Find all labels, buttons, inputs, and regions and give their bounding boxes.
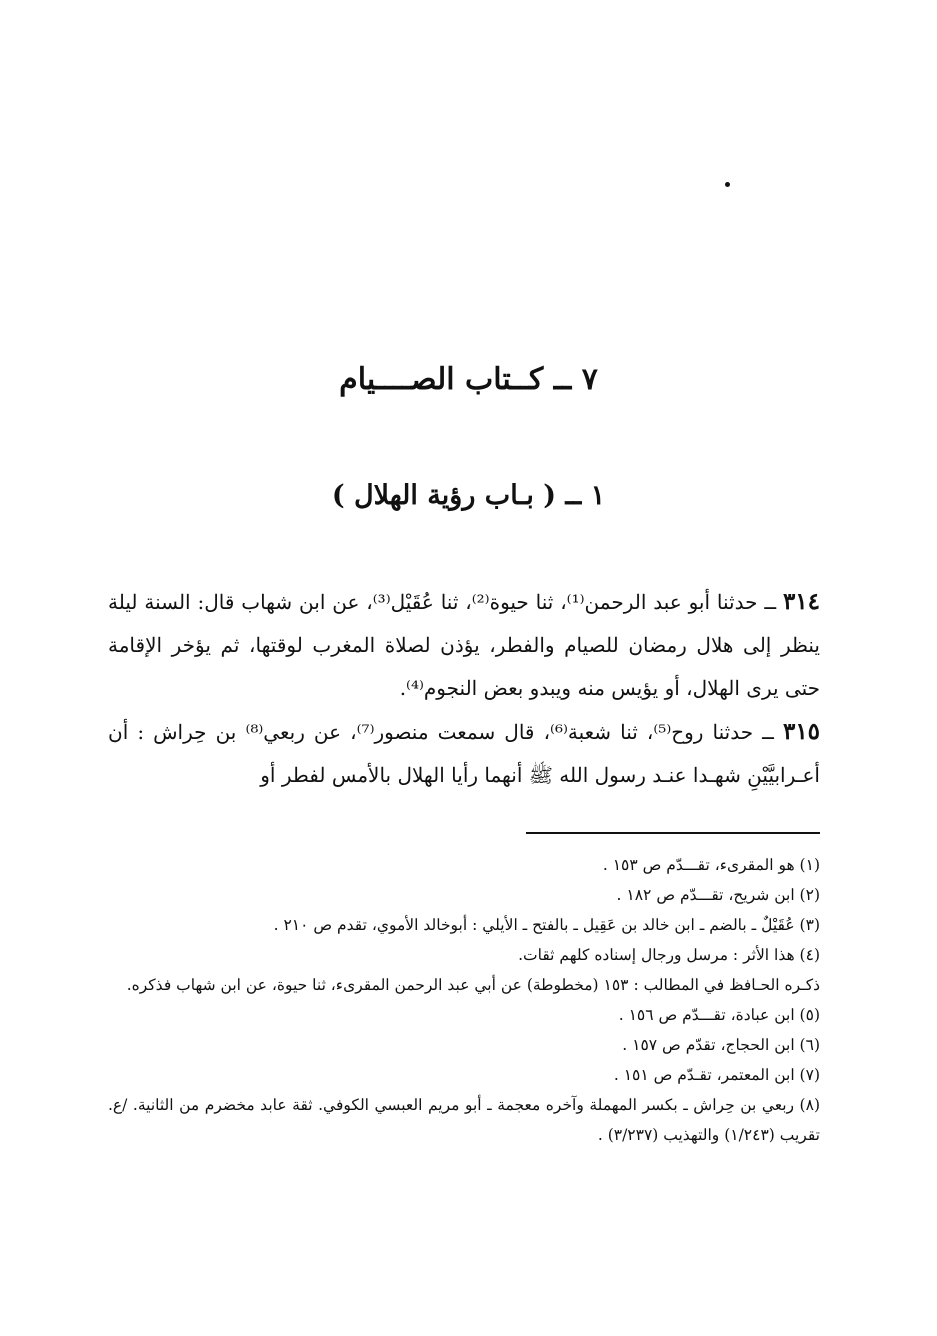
footnote-separator: [526, 832, 820, 834]
hadith-dash: ــ: [753, 720, 783, 744]
footnote-2: (٢) ابن شريح، تقـــدّم ص ١٨٢ .: [616, 886, 820, 904]
footnotes: [108, 850, 820, 1150]
footnote-4: (٤) هذا الأثر : مرسل ورجال إسناده كلهم ثقات.: [518, 946, 820, 964]
ink-dot: [725, 182, 730, 187]
hadith-text: حدثنا روح⁽⁵⁾، ثنا شعبة⁽⁶⁾، قال سمعت منصور⁽⁷⁾، عن ربعي⁽⁸⁾ بن حِراش : أن أعـرابيَّيْنِ شهـدا عنـد رسول الله ﷺ أنهما رأيا الهلال بالأمس لفطر أو: [108, 720, 820, 787]
footnote-5: (٥) ابن عبادة، تقـــدّم ص ١٥٦ .: [618, 1006, 820, 1024]
hadith-number: ٣١٥: [782, 718, 821, 745]
footnote-8: (٨) ربعي بن حِراش ـ بكسر المهملة وآخره معجمة ـ أبو مريم العبسي الكوفي. ثقة عابد مخضرم من الثانية. /ع. تقريب (١/٢٤٣) والتهذيب (٣/٢٣٧) .: [108, 1096, 820, 1144]
footnote-4-continuation: ذكـره الحـافظ في المطالب : ١٥٣ (مخطوطة) عن أبي عبد الرحمن المقرىء، ثنا حيوة، عن ابن شهاب فذكره.: [126, 976, 820, 994]
footnote-6: (٦) ابن الحجاج، تقدّم ص ١٥٧ .: [622, 1036, 820, 1054]
hadith-dash: ــ: [757, 590, 783, 614]
hadith-paragraph: [108, 710, 820, 797]
hadith-number: ٣١٤: [782, 588, 821, 615]
main-text: [108, 580, 820, 797]
hadith-paragraph: [108, 580, 820, 710]
footnote-1: (١) هو المقرىء، تقـــدّم ص ١٥٣ .: [602, 856, 820, 874]
book-title: ٧ ــ كــتاب الصــــيام: [339, 362, 598, 397]
hadith-text: حدثنا أبو عبد الرحمن⁽¹⁾، ثنا حيوة⁽²⁾، ثنا عُقَيْل⁽³⁾، عن ابن شهاب قال: السنة ليلة ينظر إلى هلال رمضان للصيام والفطر، يؤذن لصلاة المغرب لوقتها، ثم يؤخر الإقامة حتى يرى الهلال، أو يؤيس منه ويبدو بعض النجوم⁽⁴⁾.: [108, 590, 820, 700]
footnote-7: (٧) ابن المعتمر، تقـدّم ص ١٥١ .: [613, 1066, 820, 1084]
chapter-title: ١ ــ ( بـاب رؤية الهلال ): [331, 480, 606, 511]
footnote-3: (٣) عُقَيْلٌ ـ بالضم ـ ابن خالد بن عَقِيل ـ بالفتح ـ الأيلي : أبوخالد الأموي، تقدم ص ٢١٠ .: [273, 916, 820, 934]
